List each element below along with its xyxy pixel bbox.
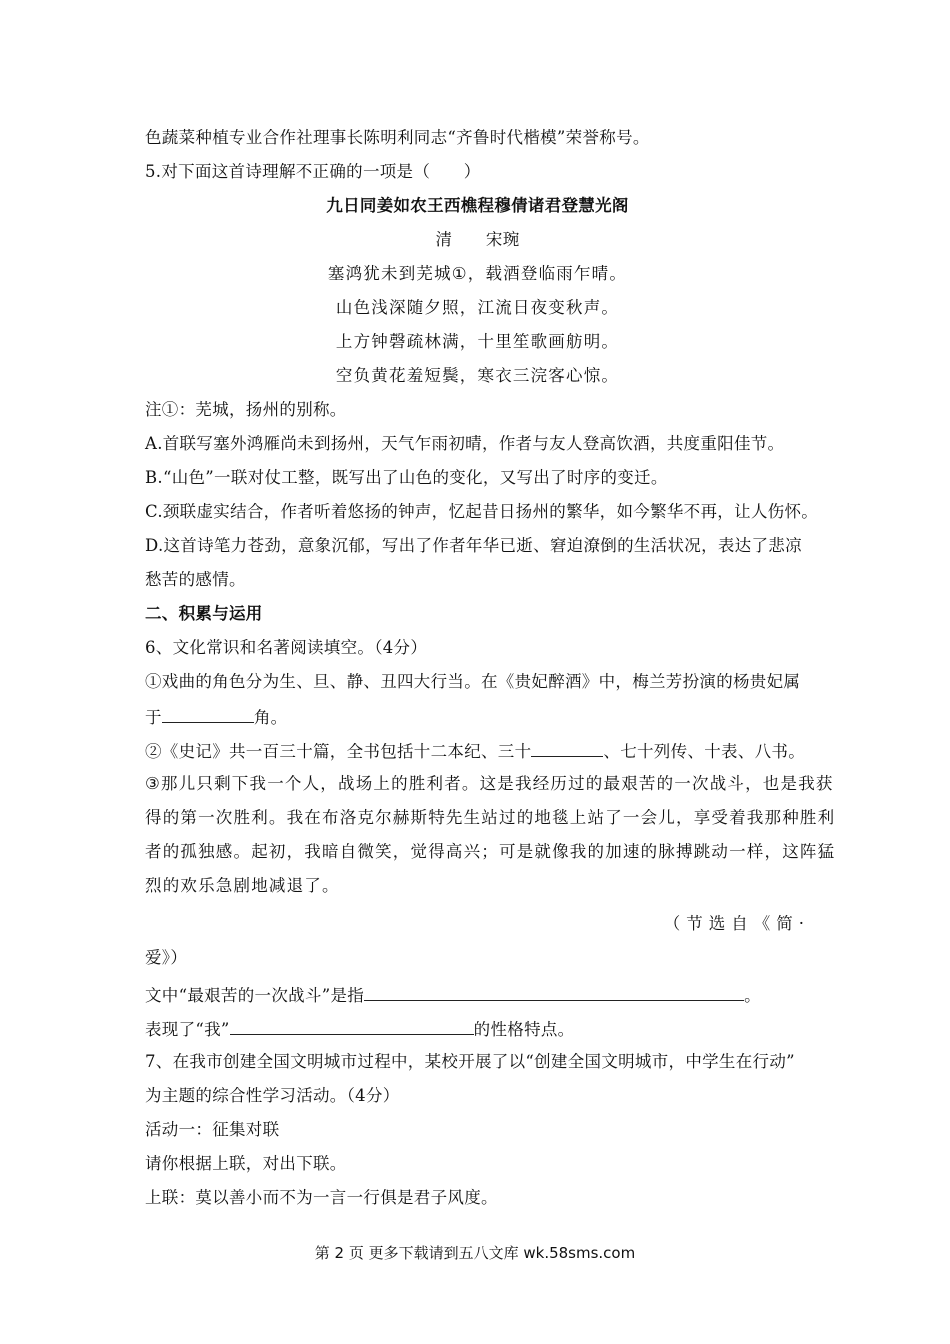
option-d-line-1: D.这首诗笔力苍劲，意象沉郁，写出了作者年华已逝、窘迫潦倒的生活状况，表达了悲凉 — [145, 536, 802, 555]
option-b: B.“山色”一联对仗工整，既写出了山色的变化，又写出了时序的变迁。 — [145, 468, 668, 487]
upper-couplet: 上联：莫以善小而不为一言一行俱是君子风度。 — [145, 1188, 498, 1207]
option-c: C.颈联虚实结合，作者听着悠扬的钟声，忆起昔日扬州的繁华，如今繁华不再，让人伤怀。 — [145, 502, 819, 521]
text-span: 角。 — [253, 708, 288, 727]
text-span: 表现了“我” — [145, 1020, 230, 1039]
text-span: 文中“最艰苦的一次战斗”是指 — [145, 986, 365, 1005]
option-a: A.首联写塞外鸿雁尚未到扬州，天气乍雨初晴，作者与友人登高饮酒，共度重阳佳节。 — [145, 434, 785, 453]
excerpt-line-2: 得的第一次胜利。我在布洛克尔赫斯特先生站过的地毯上站了一会儿，享受着我那种胜利 — [145, 808, 836, 827]
fill-in-2 — [145, 1016, 810, 1042]
option-d-line-2: 愁苦的感情。 — [145, 570, 246, 589]
text-span: 。 — [744, 986, 761, 1005]
fill-in-1 — [145, 982, 810, 1008]
text-span: 于 — [145, 708, 162, 727]
text-span: 、七十列传、十表、八书。 — [603, 742, 806, 761]
answer-blank[interactable] — [364, 982, 744, 1001]
question-6-item-2 — [145, 738, 810, 764]
excerpt-source: （节选自《简· — [663, 914, 810, 933]
poem-note: 注①：芜城，扬州的别称。 — [145, 400, 347, 419]
poem-line-3: 上方钟磬疏林满，十里笙歌画舫明。 — [335, 332, 620, 351]
answer-blank[interactable] — [162, 704, 254, 723]
excerpt-source-cont: 爱》） — [145, 948, 188, 967]
question-7-cont: 为主题的综合性学习活动。（4分） — [145, 1086, 400, 1105]
poem-author: 清 宋琬 — [435, 230, 520, 249]
poem-title: 九日同姜如农王西樵程穆倩诸君登慧光阁 — [326, 196, 629, 215]
page-footer: 第 2 页 更多下载请到五八文库 wk.58sms.com — [314, 1244, 636, 1262]
question-7: 7、在我市创建全国文明城市过程中，某校开展了以“创建全国文明城市，中学生在行动” — [145, 1052, 795, 1071]
excerpt-line-4: 烈的欢乐急剧地减退了。 — [145, 876, 340, 895]
answer-blank[interactable] — [230, 1016, 474, 1035]
poem-line-4: 空负黄花羞短鬓，寒衣三浣客心惊。 — [335, 366, 620, 385]
question-6: 6、文化常识和名著阅读填空。（4分） — [145, 638, 428, 657]
poem-line-2: 山色浅深随夕照，江流日夜变秋声。 — [335, 298, 620, 317]
question-5: 5.对下面这首诗理解不正确的一项是（ ） — [145, 162, 481, 181]
text-span: ②《史记》共一百三十篇，全书包括十二本纪、三十 — [145, 742, 532, 761]
excerpt-line-3: 者的孤独感。起初，我暗自微笑，觉得高兴；可是就像我的加速的脉搏跳动一样，这阵猛 — [145, 842, 836, 861]
poem-line-1: 塞鸿犹未到芜城①，载酒登临雨乍晴。 — [327, 264, 628, 283]
activity-1-request: 请你根据上联，对出下联。 — [145, 1154, 347, 1173]
question-6-item-1-cont — [145, 704, 810, 730]
answer-blank[interactable] — [531, 738, 603, 757]
text-span: 的性格特点。 — [473, 1020, 575, 1039]
activity-1-title: 活动一：征集对联 — [145, 1120, 280, 1139]
section-heading: 二、积累与运用 — [145, 604, 263, 623]
text-line: 色蔬菜种植专业合作社理事长陈明利同志“齐鲁时代楷模”荣誉称号。 — [145, 128, 650, 147]
excerpt-line-1: ③那儿只剩下我一个人，战场上的胜利者。这是我经历过的最艰苦的一次战斗，也是我获 — [145, 774, 834, 793]
question-6-item-1: ①戏曲的角色分为生、旦、静、丑四大行当。在《贵妃醉酒》中，梅兰芳扮演的杨贵妃属 — [145, 672, 801, 691]
